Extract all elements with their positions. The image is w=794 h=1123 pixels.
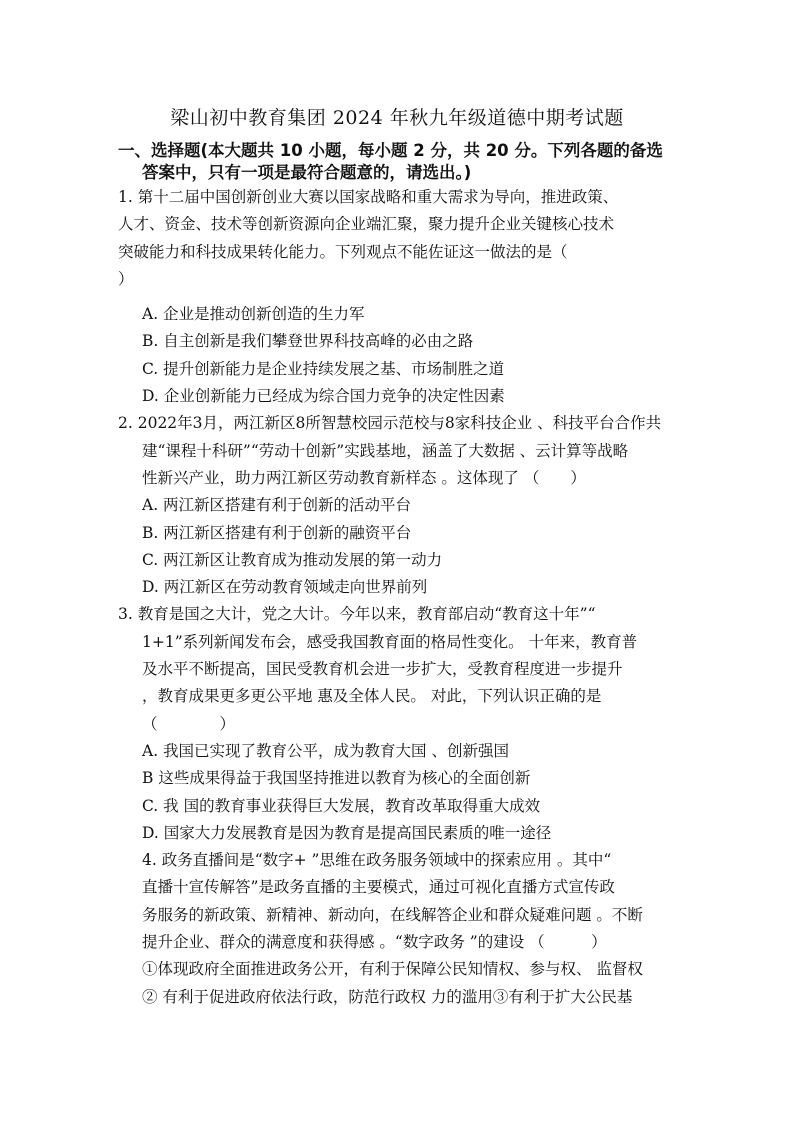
- section-heading-line-1: 一、选择题(本大题共 10 小题，每小题 2 分，共 20 分。下列各题的备选: [118, 141, 663, 160]
- question-2-line-3: 性新兴产业，助力两江新区劳动教育新样态 。这体现了 （ ）: [142, 468, 586, 487]
- question-3-option-d: D. 国家大力发展教育是因为教育是提高国民素质的唯一途径: [142, 823, 552, 842]
- question-3-line-3: 及水平不断提高，国民受教育机会进一步扩大，受教育程度进一步提升: [142, 660, 623, 679]
- question-1: [118, 184, 678, 410]
- question-1-option-d: D. 企业创新能力已经成为综合国力竞争的决定性因素: [142, 387, 505, 406]
- question-1-line-4: ）: [118, 269, 134, 288]
- question-3-option-a: A. 我国已实现了教育公平，成为教育大国 、创新强国: [142, 741, 509, 760]
- question-4-line-1: 4. 政务直播间是“数字+ ”思维在政务服务领域中的探索应用 。其中“: [142, 851, 612, 870]
- question-4: [118, 847, 678, 1011]
- question-4-line-3: 务服务的新政策、新精神、新动向，在线解答企业和群众疑难问题 。不断: [142, 905, 643, 924]
- question-3-line-5: （ ）: [142, 714, 236, 733]
- question-1-option-c: C. 提升创新能力是企业持续发展之基、市场制胜之道: [142, 359, 505, 378]
- question-1-line-2: 人才、资金、技术等创新资源向企业端汇聚，聚力提升企业关键核心技术: [118, 215, 615, 234]
- question-2-option-c: C. 两江新区让教育成为推动发展的第一动力: [142, 550, 443, 569]
- question-2: [118, 410, 678, 601]
- question-3-line-1: 3. 教育是国之大计，党之大计。今年以来，教育部启动“教育这十年”“: [118, 605, 596, 624]
- section-heading-line-2: 答案中，只有一项是最符合题意的，请选出。): [142, 163, 472, 182]
- question-4-line-6: ② 有利于促进政府依法行政，防范行政权 力的滥用③有利于扩大公民基: [142, 987, 633, 1006]
- question-2-line-2: 建“课程十科研”“劳动十创新”实践基地，涵盖了大数据 、云计算等战略: [142, 441, 629, 460]
- question-1-option-b: B. 自主创新是我们攀登世界科技高峰的必由之路: [142, 332, 474, 351]
- question-4-line-5: ①体现政府全面推进政务公开，有利于保障公民知情权、参与权、 监督权: [142, 960, 643, 979]
- question-3: [118, 601, 678, 847]
- question-3-line-4: ，教育成果更多更公平地 惠及全体人民。 对此，下列认识正确的是: [142, 687, 602, 706]
- question-1-line-3: 突破能力和科技成果转化能力。下列观点不能佐证这一做法的是（: [118, 242, 568, 261]
- question-4-line-4: 提升企业、群众的满意度和获得感 。“数字政务 ”的建设 （ ）: [142, 933, 607, 952]
- question-2-option-d: D. 两江新区在劳动教育领域走向世界前列: [142, 578, 428, 597]
- page-title: 梁山初中教育集团 2024 年秋九年级道德中期考试题: [170, 107, 624, 129]
- question-1-line-1: 1. 第十二届中国创新创业大赛以国家战略和重大需求为导向，推进政策、: [118, 188, 619, 206]
- question-3-line-2: 1+1”系列新闻发布会，感受我国教育面的格局性变化。 十年来，教育普: [142, 632, 638, 651]
- question-list: [118, 184, 678, 1011]
- section-heading: [118, 140, 688, 184]
- question-3-option-c: C. 我 国的教育事业获得巨大发展，教育改革取得重大成效: [142, 796, 541, 815]
- question-2-line-1: 2. 2022年3月，两江新区8所智慧校园示范校与8家科技企业 、科技平台合作共: [118, 414, 662, 433]
- question-4-line-2: 直播十宣传解答”是政务直播的主要模式，通过可视化直播方式宣传政: [142, 878, 615, 897]
- question-1-option-a: A. 企业是推动创新创造的生力军: [142, 305, 365, 324]
- question-2-option-b: B. 两江新区搭建有利于创新的融资平台: [142, 523, 412, 542]
- question-2-option-a: A. 两江新区搭建有利于创新的活动平台: [142, 496, 412, 515]
- question-3-option-b: B 这些成果得益于我国坚持推进以教育为核心的全面创新: [142, 769, 531, 788]
